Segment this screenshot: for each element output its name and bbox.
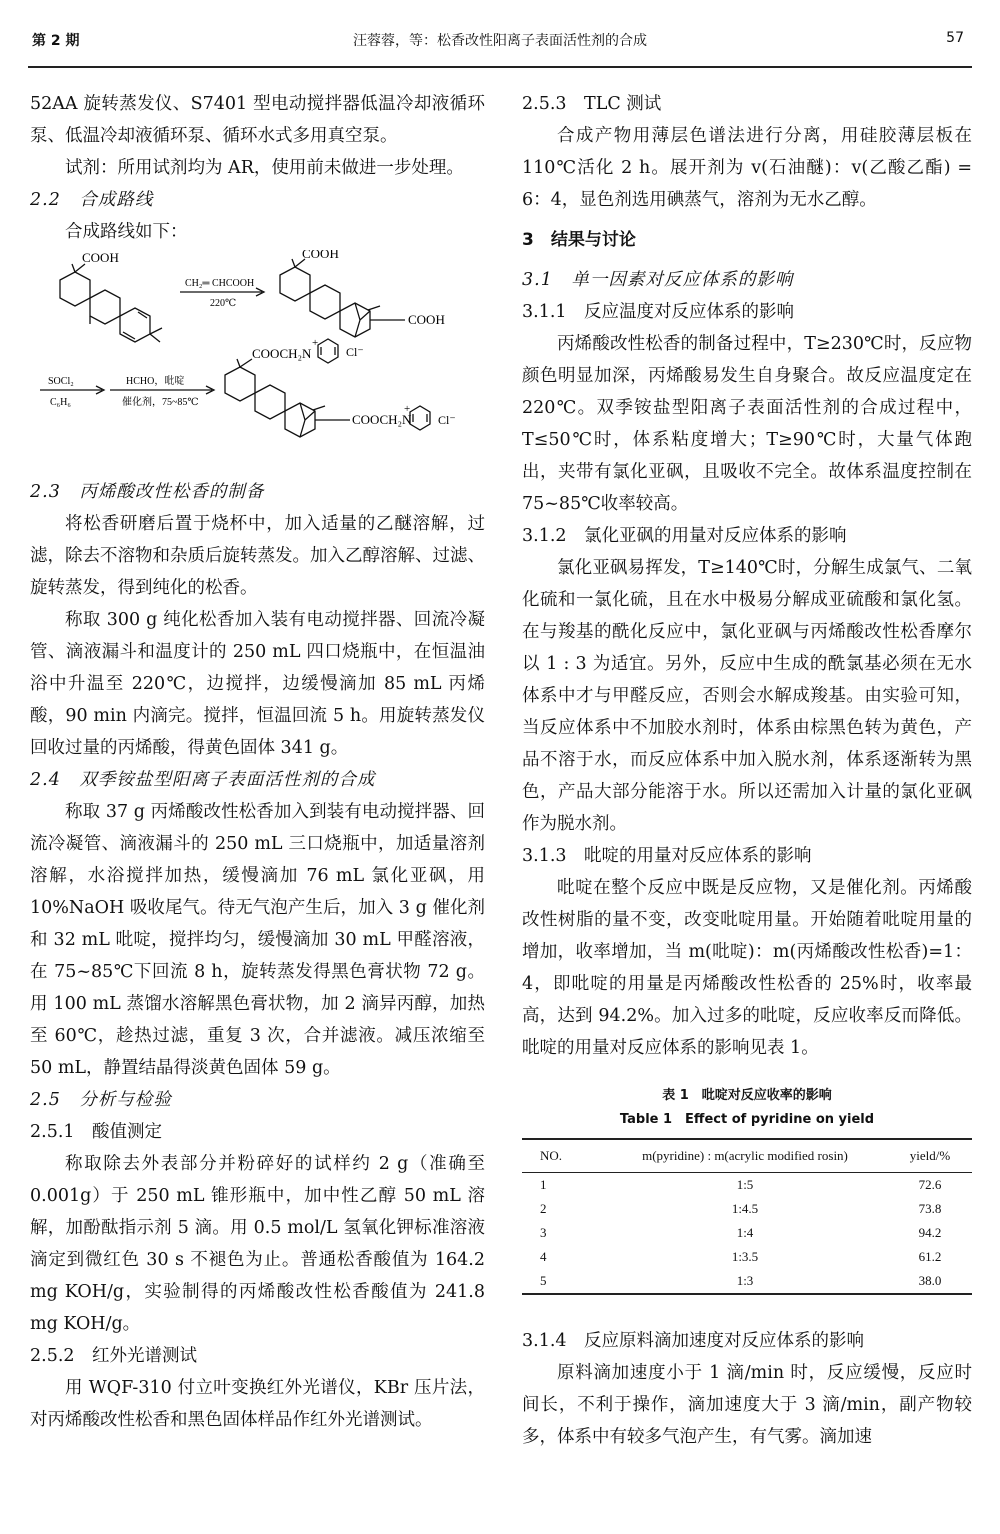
- table-header-row: [522, 1139, 972, 1173]
- plus-charge-bottom: +: [404, 403, 411, 415]
- running-header: [30, 30, 970, 56]
- synthesis-scheme-svg: [30, 250, 485, 470]
- col-header-no: NO.: [540, 1148, 563, 1163]
- ester-label-top: COOCH₂N: [252, 346, 312, 361]
- header-rule: [28, 66, 972, 68]
- cooh-label-3: COOH: [408, 312, 445, 327]
- cell-no: 4: [540, 1249, 547, 1264]
- col-header-yield: yield/%: [909, 1148, 951, 1163]
- chloride-top: Cl⁻: [346, 345, 364, 359]
- cell-no: 5: [540, 1273, 547, 1288]
- table-row: [522, 1221, 972, 1245]
- left-column: [30, 88, 485, 1436]
- cell-ratio: 1:3: [736, 1273, 754, 1288]
- cell-ratio: 1:4.5: [731, 1201, 759, 1216]
- cell-yield: 73.8: [918, 1201, 942, 1216]
- running-title: 汪蓉蓉，等：松香改性阳离子表面活性剂的合成: [353, 33, 647, 49]
- section-2-5-3-heading: 2.5.3 TLC 测试: [522, 94, 662, 114]
- cell-no: 1: [540, 1177, 547, 1192]
- right-column: [522, 88, 972, 1453]
- reagents-paragraph: 试剂：所用试剂均为 AR，使用前未做进一步处理。: [65, 158, 464, 178]
- section-2-3-paragraph-1: 将松香研磨后置于烧杯中，加入适量的乙醚溶解，过滤，除去不溶物和杂质后旋转蒸发。加入乙醇溶解、过滤、旋转蒸发，得到纯化的松香。: [30, 514, 485, 598]
- cell-ratio: 1:3.5: [731, 1249, 759, 1264]
- section-3-1-3-heading: 3.1.3 吡啶的用量对反应体系的影响: [522, 846, 812, 866]
- benzene-solvent: C₆H₆: [50, 397, 71, 408]
- cooh-label-1: COOH: [82, 250, 119, 265]
- section-2-4-heading: 2.4 双季铵盐型阳离子表面活性剂的合成: [30, 770, 376, 790]
- table-1: [522, 1138, 972, 1295]
- section-2-4-paragraph: 称取 37 g 丙烯酸改性松香加入到装有电动搅拌器、回流冷凝管、滴液漏斗的 250 mL 三口烧瓶中，加适量溶剂溶解，水浴搅拌加热，缓慢滴加 76 mL 氯化亚砜，用 10%NaOH 吸收尾气。待无气泡产生后，加入 3 g 催化剂和 32 mL 吡啶，搅拌均匀，缓慢滴加 30 mL 甲醛溶液，在 75~85℃下回流 8 h，旋转蒸发得黑色膏状物 72 g。用 100 mL 蒸馏水溶解黑色膏状物，加 2 滴异丙醇，加热至 60℃，趁热过滤，重复 3 次，合并滤液。减压浓缩至 50 mL，静置结晶得淡黄色固体 59 g。: [30, 802, 485, 1078]
- cell-no: 3: [540, 1225, 547, 1240]
- table-row: [522, 1245, 972, 1269]
- ester-label-bottom: COOCH₂N: [352, 412, 412, 427]
- instruments-paragraph: 52AA 旋转蒸发仪、S7401 型电动搅拌器低温冷却液循环泵、低温冷却液循环泵、循环水式多用真空泵。: [30, 94, 485, 146]
- col-header-ratio: m(pyridine) : m(acrylic modified rosin): [642, 1148, 848, 1163]
- issue-label: 第 2 期: [32, 33, 80, 49]
- cell-yield: 72.6: [918, 1177, 942, 1192]
- section-2-5-heading: 2.5 分析与检验: [30, 1090, 172, 1110]
- table-1-caption-en: Table 1 Effect of pyridine on yield: [619, 1112, 875, 1127]
- section-3-heading: 3 结果与讨论: [522, 230, 636, 250]
- section-2-5-1-heading: 2.5.1 酸值测定: [30, 1122, 163, 1142]
- route-intro: 合成路线如下：: [65, 222, 188, 242]
- section-2-5-2-paragraph: 用 WQF-310 付立叶变换红外光谱仪，KBr 压片法，对丙烯酸改性松香和黑色固体样品作红外光谱测试。: [30, 1378, 485, 1430]
- synthesis-scheme: [30, 250, 485, 470]
- section-3-1-heading: 3.1 单一因素对反应体系的影响: [522, 270, 794, 290]
- table-row: [522, 1197, 972, 1221]
- cell-yield: 94.2: [918, 1225, 942, 1240]
- section-3-1-1-paragraph: 丙烯酸改性松香的制备过程中，T≥230℃时，反应物颜色明显加深，丙烯酸易发生自身聚合。故反应温度定在 220℃。双季铵盐型阳离子表面活性剂的合成过程中，T≤50℃时，体系粘度增大；T≥90℃时，大量气体跑出，夹带有氯化亚砜，且吸收不完全。故体系温度控制在 75~85℃收率较高。: [522, 334, 972, 514]
- section-2-5-1-paragraph: 称取除去外表部分并粉碎好的试样约 2 g（准确至 0.001g）于 250 mL 锥形瓶中，加中性乙醇 50 mL 溶解，加酚酞指示剂 5 滴。用 0.5 mol/L 氢氧化钾标准溶液滴定到微红色 30 s 不褪色为止。普通松香酸值为 164.2 mg KOH/g，实验制得的丙烯酸改性松香酸值为 241.8 mg KOH/g。: [30, 1154, 485, 1334]
- cell-yield: 61.2: [918, 1249, 942, 1264]
- hcho-reagent: HCHO，吡啶: [126, 376, 185, 387]
- table-row: [522, 1173, 972, 1198]
- section-3-1-2-heading: 3.1.2 氯化亚砜的用量对反应体系的影响: [522, 526, 847, 546]
- acrylic-acid-reagent: CH₂═ CHCOOH: [185, 278, 255, 289]
- section-3-1-4-heading: 3.1.4 反应原料滴加速度对反应体系的影响: [522, 1331, 865, 1351]
- chloride-bottom: Cl⁻: [438, 413, 456, 427]
- table-row: [522, 1269, 972, 1294]
- section-3-1-4-paragraph: 原料滴加速度小于 1 滴/min 时，反应缓慢，反应时间长，不利于操作，滴加速度大于 3 滴/min，副产物较多，体系中有较多气泡产生，有气雾。滴加速: [522, 1363, 972, 1447]
- cooh-label-2: COOH: [302, 250, 339, 261]
- socl2-reagent: SOCl₂: [48, 376, 74, 387]
- section-3-1-2-paragraph: 氯化亚砜易挥发，T≥140℃时，分解生成氯气、二氧化硫和一氯化硫，且在水中极易分解成亚硫酸和氯化氢。在与羧基的酰化反应中，氯化亚砜与丙烯酸改性松香摩尔以 1 : 3 为适宜。另外，反应中生成的酰氯基必须在无水体系中才与甲醛反应，否则会水解成羧基。由实验可知，当反应体系中不加胶水剂时，体系由棕黑色转为黄色，产品不溶于水，而反应体系中加入脱水剂，体系逐渐转为黑色，产品大部分能溶于水。所以还需加入计量的氯化亚砜作为脱水剂。: [522, 558, 972, 834]
- cell-no: 2: [540, 1201, 547, 1216]
- section-3-1-1-heading: 3.1.1 反应温度对反应体系的影响: [522, 302, 795, 322]
- plus-charge-top: +: [312, 337, 319, 349]
- section-2-2-heading: 2.2 合成路线: [30, 190, 154, 210]
- section-2-3-paragraph-2: 称取 300 g 纯化松香加入装有电动搅拌器、回流冷凝管、滴液漏斗和温度计的 250 mL 四口烧瓶中，在恒温油浴中升温至 220℃，边搅拌，边缓慢滴加 85 mL 丙烯酸，90 min 内滴完。搅拌，恒温回流 5 h。用旋转蒸发仪回收过量的丙烯酸，得黄色固体 341 g。: [30, 610, 485, 758]
- section-2-5-2-heading: 2.5.2 红外光谱测试: [30, 1346, 198, 1366]
- cell-ratio: 1:4: [736, 1225, 754, 1240]
- reaction-temp-1: 220℃: [210, 298, 237, 309]
- section-3-1-3-paragraph: 吡啶在整个反应中既是反应物，又是催化剂。丙烯酸改性树脂的量不变，改变吡啶用量。开始随着吡啶用量的增加，收率增加，当 m(吡啶)：m(丙烯酸改性松香)=1：4，即吡啶的用量是丙烯酸改性松香的 25%时，收率最高，达到 94.2%。加入过多的吡啶，反应收率反而降低。吡啶的用量对反应体系的影响见表 1。: [522, 878, 972, 1058]
- table-1-caption-cn: 表 1 吡啶对反应收率的影响: [662, 1088, 832, 1103]
- cell-yield: 38.0: [918, 1273, 942, 1288]
- cell-ratio: 1:5: [736, 1177, 754, 1192]
- catalyst-condition: 催化剂，75~85℃: [122, 397, 199, 408]
- page-number: 57: [946, 30, 964, 46]
- section-2-5-3-paragraph: 合成产物用薄层色谱法进行分离，用硅胶薄层板在 110℃活化 2 h。展开剂为 v(石油醚)：v(乙酸乙酯) = 6：4，显色剂选用碘蒸气，溶剂为无水乙醇。: [522, 126, 972, 210]
- section-2-3-heading: 2.3 丙烯酸改性松香的制备: [30, 482, 265, 502]
